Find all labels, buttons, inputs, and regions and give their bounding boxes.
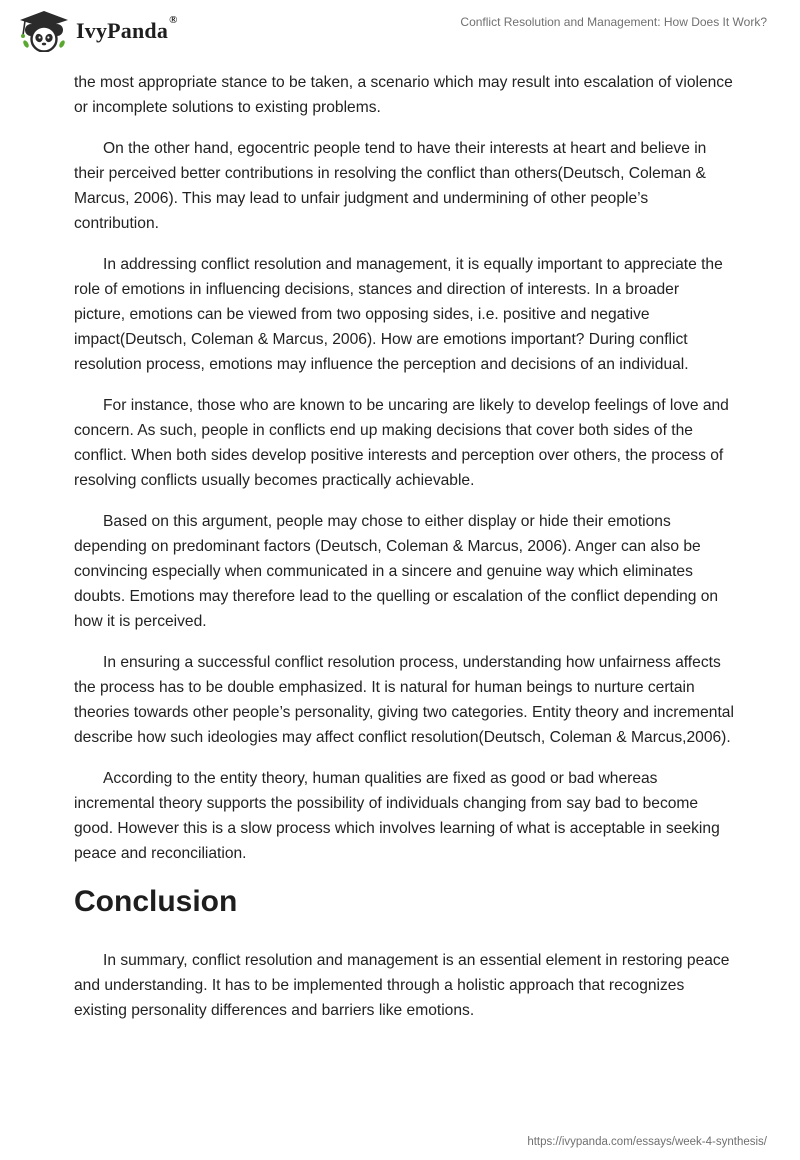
paragraph: On the other hand, egocentric people tend to have their interests at heart and believe in their perceived better contributions in resolving the conflict than others(Deutsch, Coleman & Marcus, 2006). This may lead to unfair judgment and undermining of other people’s contribution. [74,140,707,232]
ivypanda-logo[interactable] [14,8,178,52]
paragraph: For instance, those who are known to be uncaring are likely to develop feelings of love and concern. As such, people in conflicts end up making decisions that cover both sides of the conflict. When both sides develop positive interests and perception over others, the process of resolving conflicts usually becomes practically achievable. [74,397,729,489]
page-header [0,0,800,66]
conclusion-paragraph: In summary, conflict resolution and management is an essential element in restoring peace and understanding. It has to be implemented through a holistic approach that recognizes existing personality differences and barriers like emotions. [74,952,730,1019]
essay-content [74,70,734,1039]
registered-mark: ® [169,14,178,26]
paragraph-continued: the most appropriate stance to be taken, a scenario which may result into escalation of violence or incomplete solutions to existing problems. [74,74,733,116]
document-title: Conflict Resolution and Management: How Does It Work? [460,15,767,29]
conclusion-heading: Conclusion [74,885,238,918]
paragraph: In ensuring a successful conflict resolution process, understanding how unfairness affects the process has to be double emphasized. It is natural for human beings to nurture certain theories towards other people’s personality, giving two categories. Entity theory and incremental describe how such ideologies may affect conflict resolution(Deutsch, Coleman & Marcus,2006). [74,654,734,746]
paragraph: In addressing conflict resolution and management, it is equally important to appreciate the role of emotions in influencing decisions, stances and direction of interests. In a broader picture, emotions can be viewed from two opposing sides, i.e. positive and negative impact(Deutsch, Coleman & Marcus, 2006). How are emotions important? During conflict resolution process, emotions may influence the perception and decisions of an individual. [74,256,723,373]
source-url[interactable]: https://ivypanda.com/essays/week-4-synthesis/ [527,1136,767,1148]
paragraph: According to the entity theory, human qualities are fixed as good or bad whereas incremental theory supports the possibility of individuals changing from say bad to become good. However this is a slow process which involves learning of what is acceptable in seeking peace and reconciliation. [74,770,720,862]
brand-name: IvyPanda® [76,14,178,43]
panda-graduation-cap-icon [14,8,70,52]
paragraph: Based on this argument, people may chose to either display or hide their emotions depending on predominant factors (Deutsch, Coleman & Marcus, 2006). Anger can also be convincing especially when communicated in a sincere and genuine way which eliminates doubts. Emotions may therefore lead to the quelling or escalation of the conflict depending on how it is perceived. [74,513,719,630]
